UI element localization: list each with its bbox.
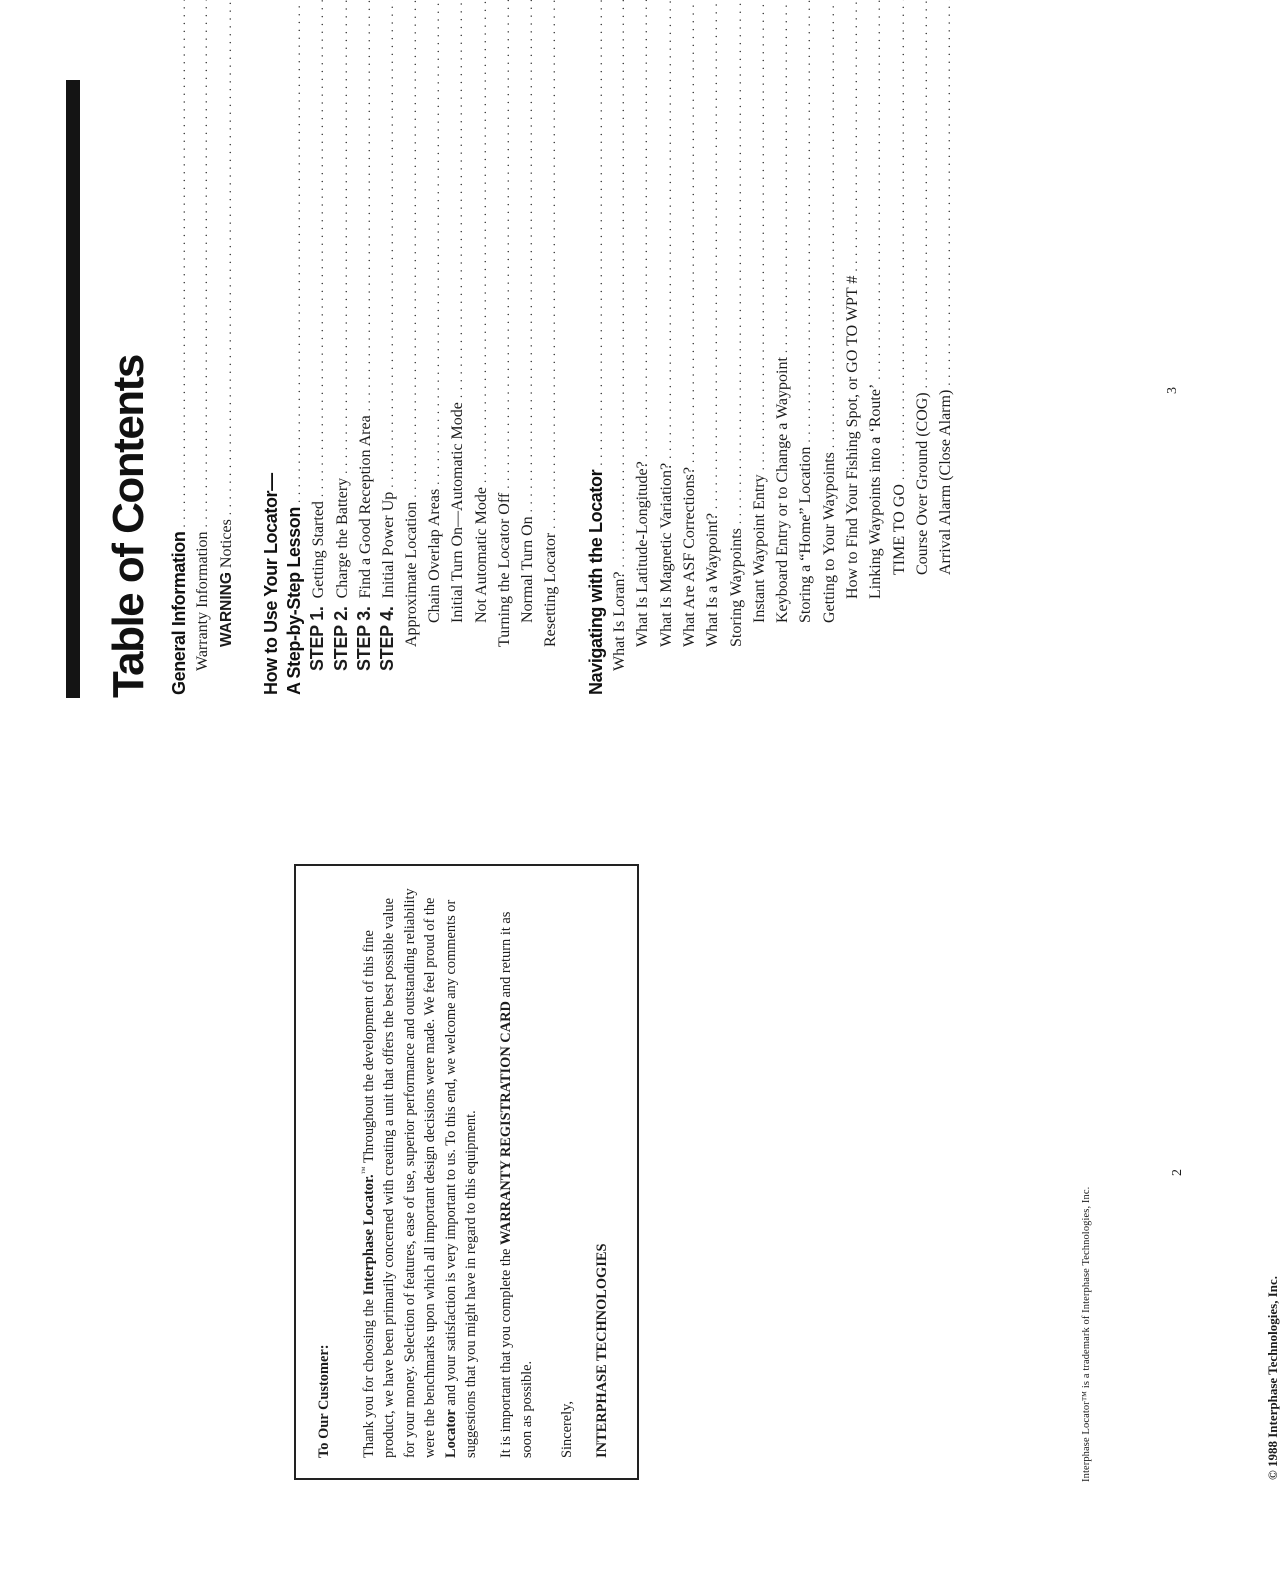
toc-entry-label	[400, 502, 423, 647]
toc-leader-dots	[631, 0, 654, 457]
letter-locator-word: Locator	[442, 1409, 459, 1458]
toc-leader-dots	[771, 0, 794, 353]
toc-entry-label	[631, 461, 654, 647]
toc-entry-label	[516, 516, 539, 623]
toc-entry-text: Linking Waypoints into a ‘Route’	[867, 383, 885, 599]
toc-leader-dots	[655, 0, 678, 459]
page-title: Table of Contents	[104, 355, 153, 698]
toc-entry-text: Find a Good Reception Area	[357, 415, 375, 599]
letter-p1-middle: Throughout the development of this fine product, we have been primarily concerned with creating a unit that offers the best possible value for your money. Selection of features, ease of use, superior performance and outstanding reliability were the benchmarks upon which all important design decisions were made. We feel proud of the	[360, 888, 439, 1458]
toc-entry-label	[423, 489, 446, 623]
toc-entry[interactable]	[655, 70, 678, 695]
toc-leader-dots	[888, 0, 911, 480]
toc-entry-label	[678, 467, 701, 647]
toc-entry[interactable]	[631, 70, 654, 695]
toc-entry-label	[841, 276, 864, 599]
toc-leader-dots	[841, 0, 864, 272]
toc-entry-label	[330, 478, 354, 671]
toc-entry-label	[864, 384, 887, 599]
toc-section-title: A Step-by-Step Lesson	[284, 507, 305, 695]
toc-entry-label	[353, 415, 377, 671]
toc-entry-text: What Are ASF Corrections?	[680, 467, 698, 647]
toc-leader-dots	[354, 0, 377, 411]
step-label: STEP 4.	[377, 606, 398, 671]
toc-section-heading[interactable]	[168, 70, 191, 695]
toc-section-heading[interactable]	[283, 70, 306, 695]
toc-leader-dots	[191, 0, 214, 527]
letter-paragraph-2	[496, 884, 537, 1458]
toc-leader-dots	[608, 0, 631, 567]
toc-section-heading: How to Use Your Locator—	[260, 473, 281, 695]
toc-section-title: Navigating with the Locator	[585, 469, 606, 695]
toc-entry[interactable]	[470, 70, 493, 695]
toc-entry-text: What Is Latitude-Longitude?	[634, 461, 652, 647]
toc-entry-text: Approximate Location	[402, 501, 420, 647]
toc-leader-dots	[169, 0, 192, 528]
toc-section-title: General Information	[169, 531, 189, 695]
toc-leader-dots	[725, 0, 748, 524]
toc-entry[interactable]	[911, 70, 934, 695]
toc-entry[interactable]	[934, 70, 957, 695]
toc-entry-label	[888, 484, 911, 575]
toc-entry-text: Storing Waypoints	[727, 528, 745, 647]
toc-entry[interactable]	[330, 70, 353, 695]
letter-p2-end: and return it as soon as possible.	[497, 911, 535, 1458]
toc-leader-dots	[215, 0, 238, 515]
toc-entry-label	[794, 447, 817, 623]
toc-entry[interactable]	[841, 70, 864, 695]
toc-entry-text: Charge the Battery	[333, 477, 351, 599]
toc-entry[interactable]	[516, 70, 539, 695]
toc-leader-dots	[331, 0, 354, 474]
toc-entry[interactable]	[888, 70, 911, 695]
toc-entry-label	[493, 493, 516, 647]
toc-entry-label	[725, 528, 748, 647]
toc-entry[interactable]	[818, 70, 841, 695]
section-gap	[238, 70, 260, 695]
letter-closing: Sincerely,	[559, 1400, 576, 1458]
table-of-contents	[168, 70, 958, 695]
toc-entry-label	[446, 402, 469, 623]
toc-leader-dots	[586, 0, 609, 466]
step-label: STEP 3.	[354, 606, 375, 671]
step-label: STEP 1.	[307, 606, 328, 671]
toc-entry[interactable]	[748, 70, 771, 695]
toc-leader-dots	[470, 0, 493, 483]
toc-entry-text: Initial Power Up	[380, 491, 398, 599]
letter-greeting: To Our Customer:	[316, 1344, 332, 1458]
toc-entry-text: Arrival Alarm (Close Alarm)	[937, 389, 955, 575]
toc-entry[interactable]	[725, 70, 748, 695]
toc-entry-text: Turning the Locator Off	[495, 492, 513, 647]
toc-leader-dots	[516, 0, 539, 512]
toc-entry-text: What Is a Waypoint?	[704, 513, 722, 647]
page-number-right: 3	[1165, 387, 1180, 394]
letter-company: INTERPHASE TECHNOLOGIES	[593, 1243, 610, 1458]
toc-leader-dots	[794, 0, 817, 443]
toc-entry-label	[934, 390, 957, 575]
toc-leader-dots	[934, 0, 957, 386]
toc-entry-text: Initial Turn On—Automatic Mode	[449, 402, 467, 623]
toc-entry-label	[748, 474, 771, 623]
toc-entry[interactable]	[215, 70, 238, 695]
toc-entry[interactable]	[376, 70, 399, 695]
toc-entry[interactable]	[306, 70, 329, 695]
customer-letter-box	[294, 864, 639, 1480]
toc-entry[interactable]	[446, 70, 469, 695]
toc-entry[interactable]	[864, 70, 887, 695]
toc-entry-text: How to Find Your Fishing Spot, or GO TO WPT #	[844, 275, 862, 599]
toc-entry-text: What Is Magnetic Variation?	[657, 462, 675, 647]
toc-leader-dots	[701, 0, 724, 509]
toc-entry-label	[771, 357, 794, 623]
toc-entry[interactable]	[794, 70, 817, 695]
letter-paragraph-1	[355, 884, 482, 1458]
toc-entry[interactable]	[678, 70, 701, 695]
toc-entry-label	[215, 519, 238, 647]
toc-entry-text: Keyboard Entry or to Change a Waypoint	[774, 357, 792, 623]
toc-entry-label	[608, 571, 631, 671]
title-rule-bar	[66, 80, 80, 698]
toc-entry-text: Getting to Your Waypoints	[820, 452, 838, 623]
toc-entry[interactable]	[353, 70, 376, 695]
toc-entry-text: Not Automatic Mode	[472, 487, 490, 623]
letter-brand-name: Interphase Locator.	[360, 1174, 377, 1296]
toc-entry-text: TIME TO GO	[890, 484, 908, 575]
toc-entry-label	[470, 487, 493, 623]
toc-entry[interactable]	[191, 70, 214, 695]
toc-entry-label	[306, 501, 330, 671]
warning-label: WARNING	[217, 572, 235, 647]
toc-entry-text: Resetting Locator	[542, 532, 560, 647]
toc-leader-dots	[678, 0, 701, 463]
warranty-card-text: WARRANTY REGISTRATION CARD	[497, 1001, 514, 1245]
toc-leader-dots	[307, 0, 330, 497]
toc-entry-text: Getting Started	[310, 501, 328, 599]
toc-section-heading-line[interactable]	[260, 70, 283, 695]
copyright-notice: © 1988 Interphase Technologies, Inc.	[1265, 1275, 1280, 1480]
toc-entry-label	[376, 492, 400, 671]
toc-leader-dots	[400, 0, 423, 498]
toc-leader-dots	[377, 0, 400, 488]
toc-entry-label	[701, 513, 724, 647]
toc-leader-dots	[539, 0, 562, 529]
toc-entry-text: Warranty Information	[194, 531, 212, 671]
toc-entry-label	[191, 531, 214, 671]
toc-entry-text: Storing a “Home” Location	[797, 446, 815, 623]
toc-entry[interactable]	[539, 70, 562, 695]
trademark-symbol: ™	[359, 1166, 369, 1175]
toc-leader-dots	[818, 0, 841, 448]
toc-entry[interactable]	[493, 70, 516, 695]
section-gap	[563, 70, 585, 695]
toc-section-heading[interactable]	[585, 70, 608, 695]
letter-p1-end: and your satisfaction is very important to us. To this end, we welcome any comments or suggestions that you might have in regard to this equipment.	[442, 899, 480, 1458]
toc-entry[interactable]	[771, 70, 794, 695]
letter-p1-start: Thank you for choosing the	[360, 1295, 377, 1458]
toc-entry[interactable]	[701, 70, 724, 695]
toc-leader-dots	[493, 0, 516, 489]
toc-entry-text: Normal Turn On	[519, 516, 537, 623]
toc-entry-text: Chain Overlap Areas	[425, 488, 443, 623]
letter-p2-start: It is important that you complete the	[497, 1244, 514, 1458]
toc-entry-text: Course Over Ground (COG)	[913, 392, 931, 575]
toc-entry[interactable]	[608, 70, 631, 695]
toc-entry[interactable]	[400, 70, 423, 695]
toc-entry-text: Notices	[217, 519, 235, 569]
toc-leader-dots	[911, 0, 934, 388]
toc-leader-dots	[284, 0, 307, 503]
toc-leader-dots	[748, 0, 771, 470]
toc-entry-text: What Is Loran?	[611, 571, 629, 671]
toc-entry-text: Instant Waypoint Entry	[750, 474, 768, 623]
toc-entry[interactable]	[423, 70, 446, 695]
page-number-left: 2	[1170, 1169, 1185, 1176]
step-label: STEP 2.	[330, 606, 351, 671]
toc-entry-label	[655, 463, 678, 647]
toc-leader-dots	[864, 0, 887, 380]
toc-leader-dots	[446, 0, 469, 398]
toc-entry-label	[911, 392, 934, 575]
toc-leader-dots	[423, 0, 446, 485]
toc-entry-label	[818, 452, 841, 623]
toc-entry-label	[539, 533, 562, 647]
trademark-note: Interphase Locator™ is a trademark of Interphase Technologies, Inc.	[1081, 1186, 1092, 1482]
